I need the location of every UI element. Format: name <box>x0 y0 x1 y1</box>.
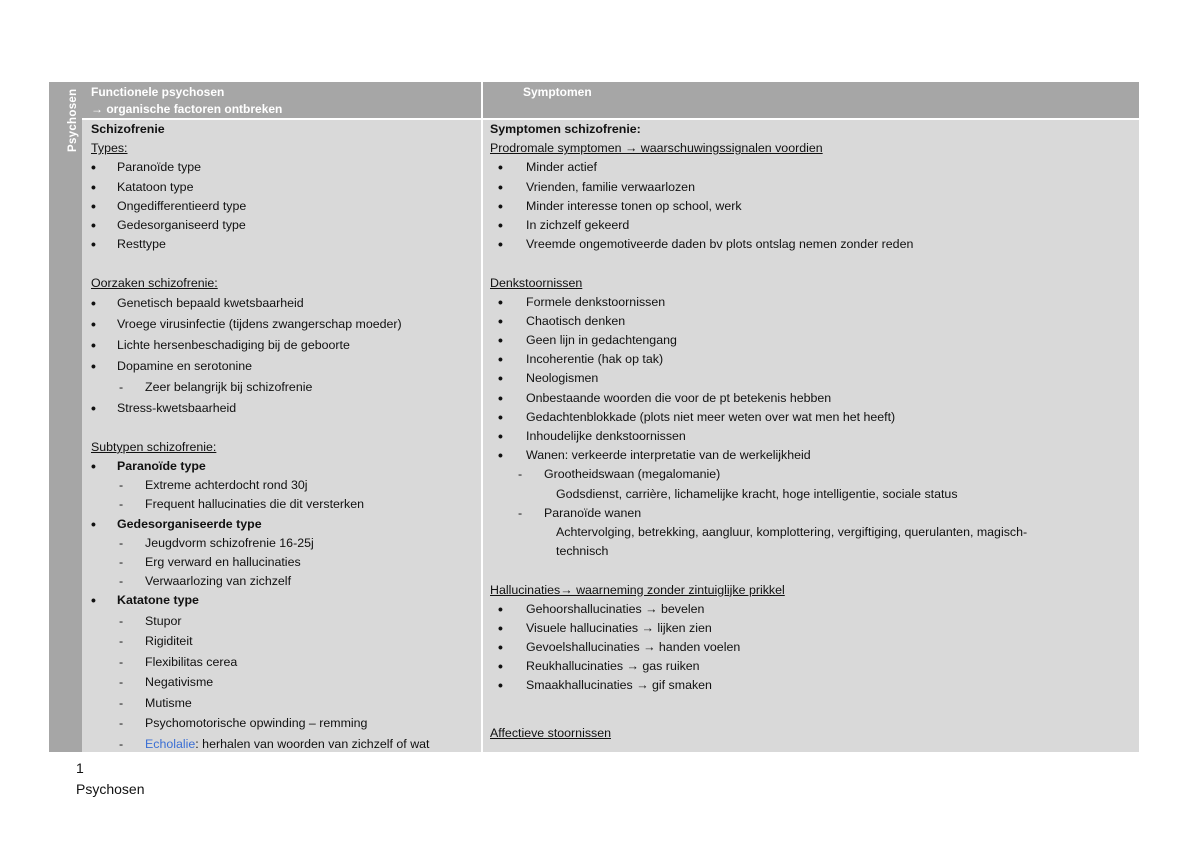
page-footer <box>76 758 144 800</box>
list-item: • Paranoïde type <box>91 158 481 177</box>
list-item: • Minder interesse tonen op school, werk <box>490 197 1130 216</box>
sub-list-item: - Psychomotorische opwinding – remming <box>91 713 481 734</box>
side-strip <box>49 82 82 752</box>
side-label: Psychosen <box>67 88 79 152</box>
list-item: • Chaotisch denken <box>490 312 1130 331</box>
detail-text: Achtervolging, betrekking, aangluur, komplottering, vergiftiging, querulanten, magisch- <box>556 524 1028 539</box>
sub-list-item: - Zeer belangrijk bij schizofrenie <box>91 377 481 398</box>
sub-list-item: - Jeugdvorm schizofrenie 16-25j <box>91 534 481 553</box>
footer-title: Psychosen <box>76 781 145 797</box>
list-item: • Gedesorganiseerde type <box>91 515 481 534</box>
symptoms-title: Symptomen schizofrenie: <box>490 122 641 136</box>
header-right: Symptomen <box>523 85 592 99</box>
sub-list-item: - Mutisme <box>91 693 481 714</box>
prodromal-heading: Prodromale symptomen → waarschuwingssignalen voordien <box>490 141 823 156</box>
list-item: • Katatoon type <box>91 178 481 197</box>
list-item: • Resttype <box>91 235 481 254</box>
sub-list-item: - Stupor <box>91 611 481 632</box>
column-divider <box>481 82 483 752</box>
list-item: • Visuele hallucinaties → lijken zien <box>490 619 1130 638</box>
list-item: • Gevoelshallucinaties → handen voelen <box>490 638 1130 657</box>
list-item: • Reukhallucinaties → gas ruiken <box>490 657 1130 676</box>
list-item: • Gehoorshallucinaties → bevelen <box>490 600 1130 619</box>
content-table <box>49 82 1139 752</box>
list-item: • Smaakhallucinaties → gif smaken <box>490 676 1130 695</box>
list-item: • Neologismen <box>490 369 1130 388</box>
thought-heading: Denkstoornissen <box>490 275 583 290</box>
list-item: • Onbestaande woorden die voor de pt betekenis hebben <box>490 389 1130 408</box>
header-left-title: Functionele psychosen <box>91 85 225 99</box>
subtypes-heading: Subtypen schizofrenie: <box>91 439 217 454</box>
sub-list-item-echolalia <box>91 734 481 755</box>
sub-list-item: - Erg verward en hallucinaties <box>91 553 481 572</box>
list-item: • In zichzelf gekeerd <box>490 216 1130 235</box>
sub-list-item: - Paranoïde wanen <box>490 504 1130 523</box>
sub-list-item: - Frequent hallucinaties die dit versterken <box>91 495 481 514</box>
table-header <box>82 82 1139 120</box>
list-item: • Ongedifferentieerd type <box>91 197 481 216</box>
sub-list-item: - Flexibilitas cerea <box>91 652 481 673</box>
page-number: 1 <box>76 760 84 776</box>
right-column <box>490 120 1130 743</box>
list-item: • Dopamine en serotonine <box>91 356 481 377</box>
echolalia-term: Echolalie <box>145 736 196 751</box>
affective-heading: Affectieve stoornissen <box>490 725 611 740</box>
list-item: • Stress-kwetsbaarheid <box>91 398 481 419</box>
sub-list-item: - Rigiditeit <box>91 631 481 652</box>
list-item: • Lichte hersenbeschadiging bij de geboorte <box>91 335 481 356</box>
list-item: • Geen lijn in gedachtengang <box>490 331 1130 350</box>
header-left <box>91 84 282 118</box>
detail-text: Godsdienst, carrière, lichamelijke kracht, hoge intelligentie, sociale status <box>556 486 958 501</box>
list-item: • Wanen: verkeerde interpretatie van de werkelijkheid <box>490 446 1130 465</box>
list-item: • Formele denkstoornissen <box>490 293 1130 312</box>
left-column <box>91 120 481 754</box>
list-item: • Minder actief <box>490 158 1130 177</box>
echolalia-definition: : herhalen van woorden van zichzelf of wat <box>195 736 430 751</box>
list-item: • Genetisch bepaald kwetsbaarheid <box>91 293 481 314</box>
header-left-subtitle: → organische factoren ontbreken <box>91 102 283 116</box>
list-item: • Gedachtenblokkade (plots niet meer weten over wat men het heeft) <box>490 408 1130 427</box>
causes-heading: Oorzaken schizofrenie: <box>91 275 218 290</box>
list-item: • Gedesorganiseerd type <box>91 216 481 235</box>
list-item: • Katatone type <box>91 591 481 610</box>
sub-list-item: - Verwaarlozing van zichzelf <box>91 572 481 591</box>
types-heading: Types: <box>91 141 128 156</box>
list-item: • Vrienden, familie verwaarlozen <box>490 178 1130 197</box>
list-item: • Incoherentie (hak op tak) <box>490 350 1130 369</box>
list-item: • Paranoïde type <box>91 457 481 476</box>
sub-list-item: - Extreme achterdocht rond 30j <box>91 476 481 495</box>
schizo-title: Schizofrenie <box>91 122 165 136</box>
list-item: • Inhoudelijke denkstoornissen <box>490 427 1130 446</box>
list-item: • Vreemde ongemotiveerde daden bv plots ontslag nemen zonder reden <box>490 235 1130 254</box>
detail-text: technisch <box>556 544 609 559</box>
list-item: • Vroege virusinfectie (tijdens zwangerschap moeder) <box>91 314 481 335</box>
sub-list-item: - Negativisme <box>91 672 481 693</box>
sub-list-item: - Grootheidswaan (megalomanie) <box>490 465 1130 484</box>
hallucinations-heading: Hallucinaties→ waarneming zonder zintuiglijke prikkel <box>490 582 785 597</box>
